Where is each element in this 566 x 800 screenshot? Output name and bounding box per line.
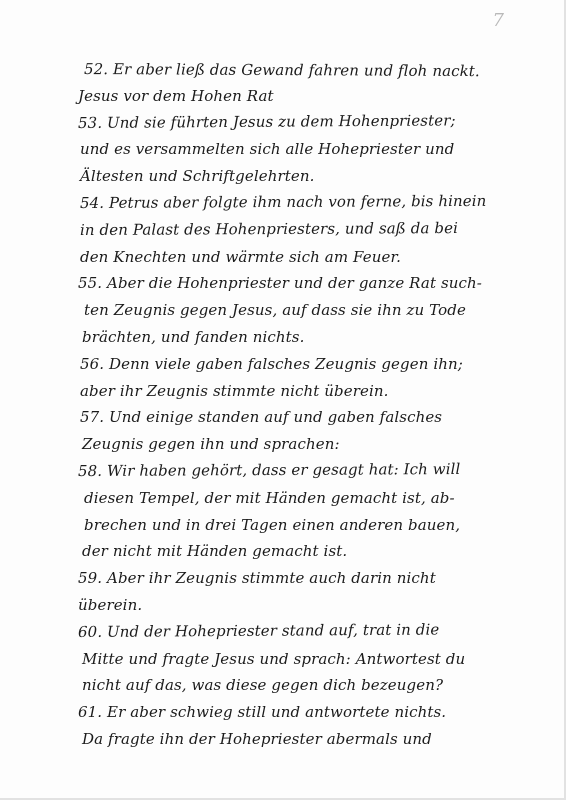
text-line: ten Zeugnis gegen Jesus, auf dass sie ihn zu Tode [84, 301, 466, 320]
text-line: 60. Und der Hohepriester stand auf, trat in die [77, 620, 440, 641]
text-line: 52. Er aber ließ das Gewand fahren und floh nackt. [83, 60, 480, 81]
text-line: diesen Tempel, der mit Händen gemacht ist, ab- [84, 488, 455, 507]
text-line: brechen und in drei Tagen einen anderen bauen, [84, 515, 461, 534]
text-line: überein. [78, 595, 143, 614]
text-line: Zeugnis gegen ihn und sprachen: [82, 435, 340, 454]
text-line: 61. Er aber schwieg still und antwortete nichts. [78, 703, 447, 722]
text-line: den Knechten und wärmte sich am Feuer. [80, 247, 401, 266]
text-line: 57. Und einige standen auf und gaben falsches [80, 408, 443, 427]
text-line: Mitte und fragte Jesus und sprach: Antwortest du [82, 649, 466, 668]
text-line: nicht auf das, was diese gegen dich bezeugen? [82, 676, 444, 695]
text-line: brächten, und fanden nichts. [82, 327, 305, 346]
text-line: 53. Und sie führten Jesus zu dem Hohenpriester; [77, 110, 456, 132]
text-line: 54. Petrus aber folgte ihm nach von ferne, bis hinein [79, 191, 487, 212]
text-line: Da fragte ihn der Hohepriester abermals und [82, 729, 432, 748]
text-line: und es versammelten sich alle Hohepriester und [80, 140, 455, 159]
text-line: aber ihr Zeugnis stimmte nicht überein. [80, 381, 389, 400]
text-line: 56. Denn viele gaben falsches Zeugnis gegen ihn; [80, 354, 463, 373]
text-line: in den Palast des Hohenpriesters, und saß da bei [79, 218, 458, 239]
text-line: der nicht mit Händen gemacht ist. [82, 542, 348, 561]
text-line: Ältesten und Schriftgelehrten. [80, 167, 315, 186]
text-line: 55. Aber die Hohenpriester und der ganze Rat such- [78, 274, 482, 293]
text-line: 59. Aber ihr Zeugnis stimmte auch darin nicht [78, 569, 436, 588]
page-number: 7 [492, 10, 504, 31]
text-line: 58. Wir haben gehört, dass er gesagt hat: Ich will [77, 459, 461, 480]
handwritten-text-body [78, 56, 548, 753]
text-line: Jesus vor dem Hohen Rat [78, 86, 274, 105]
